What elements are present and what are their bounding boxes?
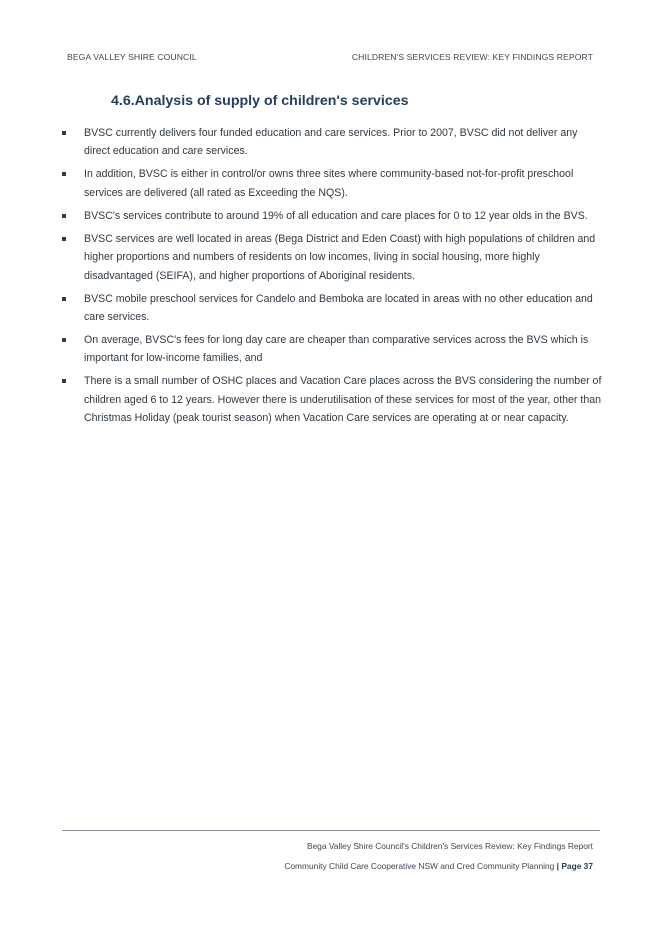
page-number: Page 37 <box>561 861 593 871</box>
list-item-text: On average, BVSC's fees for long day care are cheaper than comparative services across the BVS which is important for low-income families, and <box>84 334 589 365</box>
list-item-text: BVSC currently delivers four funded education and care services. Prior to 2007, BVSC did not deliver any direct education and care services. <box>84 127 578 158</box>
bullet-icon <box>62 379 66 383</box>
list-item-text: BVSC's services contribute to around 19% of all education and care places for 0 to 12 year olds in the BVS. <box>84 209 588 222</box>
list-item <box>62 207 602 225</box>
bullet-icon <box>62 237 66 241</box>
bullet-icon <box>62 297 66 301</box>
list-item <box>62 165 602 202</box>
list-item-text: In addition, BVSC is either in control/or owns three sites where community-based not-for-profit preschool services are delivered (all rated as Exceeding the NQS). <box>84 168 574 199</box>
page-header-left: BEGA VALLEY SHIRE COUNCIL <box>67 52 197 62</box>
list-item-text: BVSC services are well located in areas (Bega District and Eden Coast) with high populations of children and higher proportions and numbers of residents on low incomes, living in social housing, more highly disadvantaged (SEIFA), and higher proportions of Aboriginal residents. <box>84 232 596 282</box>
footer-separator: | <box>556 861 559 871</box>
bullet-icon <box>62 131 66 135</box>
bullet-icon <box>62 338 66 342</box>
footer-rule <box>62 830 600 831</box>
section-title: 4.6.Analysis of supply of children's services <box>111 93 409 109</box>
footer-authors-text: Community Child Care Cooperative NSW and Cred Community Planning <box>284 861 555 871</box>
footer-report-title: Bega Valley Shire Council's Children's Services Review: Key Findings Report <box>306 841 593 851</box>
bullet-icon <box>62 172 66 176</box>
list-item <box>62 331 602 368</box>
findings-list <box>62 124 602 432</box>
bullet-icon <box>62 214 66 218</box>
list-item <box>62 230 602 285</box>
list-item-text: There is a small number of OSHC places and Vacation Care places across the BVS considering the number of children aged 6 to 12 years. However there is underutilisation of these services for most of the year, other than Christmas Holiday (peak tourist season) when Vacation Care services are operating at or near capacity. <box>84 375 602 425</box>
footer-authors <box>284 861 593 871</box>
list-item <box>62 124 602 161</box>
list-item-text: BVSC mobile preschool services for Candelo and Bemboka are located in areas with no other education and care services. <box>84 292 593 324</box>
list-item <box>62 372 602 427</box>
list-item <box>62 290 602 327</box>
page-header-right: CHILDREN'S SERVICES REVIEW: KEY FINDINGS REPORT <box>351 52 593 62</box>
